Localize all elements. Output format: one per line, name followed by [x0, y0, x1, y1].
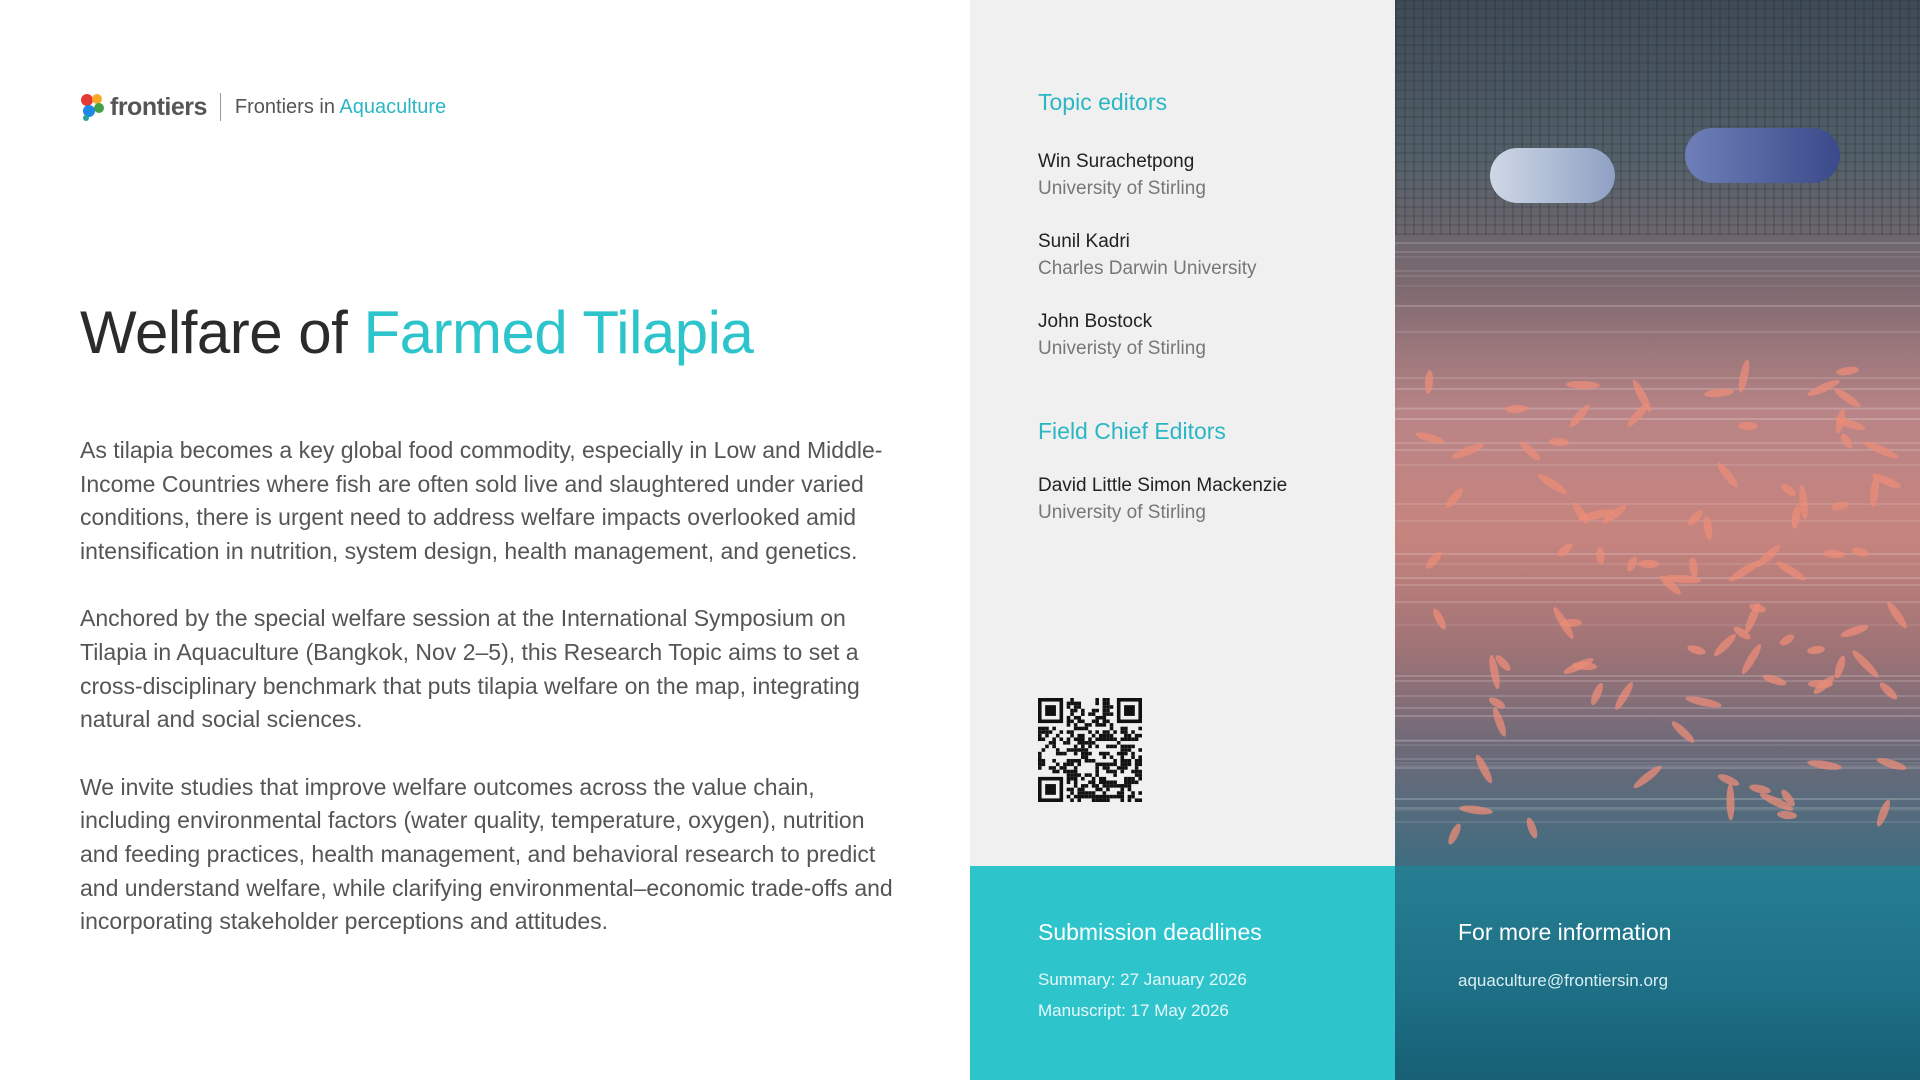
tilapia-fish [1807, 758, 1843, 771]
manuscript-deadline: Manuscript: 17 May 2026 [1038, 1001, 1229, 1020]
chief-editor-item [1038, 472, 1287, 526]
tilapia-fish [1739, 642, 1764, 676]
water-ripple [1395, 577, 1920, 579]
water-ripple [1395, 251, 1920, 253]
tilapia-fish [1556, 541, 1575, 559]
fish-farm-photo [1395, 0, 1920, 866]
chief-editors-heading: Field Chief Editors [1038, 418, 1226, 444]
water-ripple [1395, 242, 1920, 244]
title-part-2: Farmed Tilapia [363, 299, 754, 366]
water-ripple [1395, 377, 1920, 379]
logo-wordmark: frontiers [110, 92, 207, 121]
water-ripple [1395, 520, 1920, 522]
tilapia-fish [1685, 508, 1705, 528]
water-ripple [1395, 601, 1920, 603]
header-brand [80, 92, 446, 122]
tilapia-fish [1779, 482, 1797, 498]
tilapia-fish [1625, 401, 1651, 429]
paragraph-1: As tilapia becomes a key global food commodity, especially in Low and Middle-Income Countries where fish are often sold live and slaughtered under varied conditions, there is urgent need to address welfare impacts overlooked amid intensification in nutrition, system design, health management, and genetics. [80, 437, 883, 564]
water-ripple [1395, 744, 1920, 746]
water-ripple [1395, 715, 1920, 717]
journal-name [235, 96, 446, 119]
submission-deadlines-panel [970, 866, 1395, 1080]
more-info-heading: For more information [1458, 919, 1672, 945]
tilapia-fish [1712, 632, 1739, 659]
tilapia-fish [1851, 546, 1869, 558]
tilapia-fish [1638, 560, 1659, 569]
title-part-1: Welfare of [80, 299, 348, 366]
water-ripple [1395, 305, 1920, 307]
tilapia-fish [1777, 810, 1798, 820]
editor-affiliation: Univeristy of Stirling [1038, 338, 1206, 359]
journal-prefix: Frontiers in [234, 95, 335, 118]
water-ripple [1395, 270, 1920, 272]
tilapia-fish [1836, 365, 1860, 376]
editor-name: Win Surachetpong [1038, 151, 1195, 172]
water-ripple [1395, 798, 1920, 800]
tilapia-fish [1431, 607, 1449, 631]
more-info-panel [1395, 866, 1920, 1080]
deadlines-heading: Submission deadlines [1038, 919, 1262, 945]
water-ripple [1395, 464, 1920, 466]
water-ripple [1395, 331, 1920, 333]
summary-deadline: Summary: 27 January 2026 [1038, 970, 1247, 989]
contact-email-link[interactable]: aquaculture@frontiersin.org [1458, 971, 1669, 990]
editor-affiliation: Charles Darwin University [1038, 258, 1257, 279]
water-ripple [1395, 675, 1920, 677]
page-title [80, 298, 753, 367]
tilapia-fish [1877, 680, 1899, 702]
tilapia-fish [1446, 822, 1463, 846]
frontiers-logo-icon [80, 93, 106, 121]
water-ripple [1395, 821, 1920, 823]
journal-field: Aquaculture [339, 95, 447, 118]
water-ripple [1395, 285, 1920, 287]
water-ripple [1395, 695, 1920, 697]
tilapia-fish [1830, 500, 1849, 512]
description [80, 434, 900, 973]
tilapia-fish [1807, 645, 1826, 655]
paragraph-2: Anchored by the special welfare session at the International Symposium on Tilapia in Aquaculture (Bangkok, Nov 2–5), this Research Topic aims to set a cross-disciplinary benchmark that puts tilapia welfare on the map, integrating natural and social sciences. [80, 605, 860, 733]
tilapia-fish [1808, 680, 1833, 688]
water-ripple [1395, 762, 1920, 764]
topic-editors-heading: Topic editors [1038, 89, 1168, 115]
tilapia-fish [1524, 816, 1539, 839]
water-ripple [1395, 624, 1920, 626]
editor-name: John Bostock [1038, 311, 1153, 332]
editor-affiliation: University of Stirling [1038, 178, 1206, 199]
chief-editor-name: David Little Simon Mackenzie [1038, 475, 1288, 496]
tilapia-fish [1505, 405, 1528, 414]
tilapia-fish [1778, 632, 1796, 647]
chief-editor-affiliation: University of Stirling [1038, 502, 1206, 523]
water-ripple [1395, 275, 1920, 277]
tilapia-fish [1726, 783, 1735, 820]
water-ripple [1395, 707, 1920, 709]
water-ripple [1395, 758, 1920, 760]
water-ripple [1395, 584, 1920, 586]
tilapia-fish [1443, 486, 1465, 510]
editor-name: Sunil Kadri [1038, 231, 1130, 252]
net-cage [1395, 0, 1920, 235]
editors-panel [970, 0, 1395, 866]
paragraph-3: We invite studies that improve welfare outcomes across the value chain, including environmental factors (water quality, temperature, oxygen), nutrition and feeding practices, health management, and behavioral research to predict and understand welfare, while clarifying environmental–economic trade-offs and incorporating stakeholder perceptions and attitudes. [80, 773, 893, 935]
tilapia-fish [1536, 471, 1570, 497]
tilapia-fish [1738, 422, 1758, 430]
brand-divider [220, 93, 221, 121]
water-ripple [1395, 740, 1920, 742]
editor-item [1038, 228, 1257, 282]
editor-item [1038, 148, 1206, 202]
tilapia-fish [1589, 681, 1606, 706]
float-barrel [1490, 148, 1615, 203]
tilapia-fish [1686, 643, 1707, 656]
tilapia-fish [1823, 549, 1846, 559]
water-ripple [1395, 680, 1920, 682]
qr-code-icon[interactable] [1038, 698, 1142, 802]
tilapia-fish [1490, 706, 1508, 738]
tilapia-fish [1459, 804, 1494, 816]
tilapia-fish [1549, 437, 1569, 446]
water-ripple [1395, 256, 1920, 258]
tilapia-fish [1424, 370, 1434, 394]
editor-item [1038, 308, 1206, 362]
float-barrel [1685, 128, 1840, 183]
tilapia-fish [1838, 432, 1854, 451]
tilapia-fish [1874, 798, 1892, 828]
